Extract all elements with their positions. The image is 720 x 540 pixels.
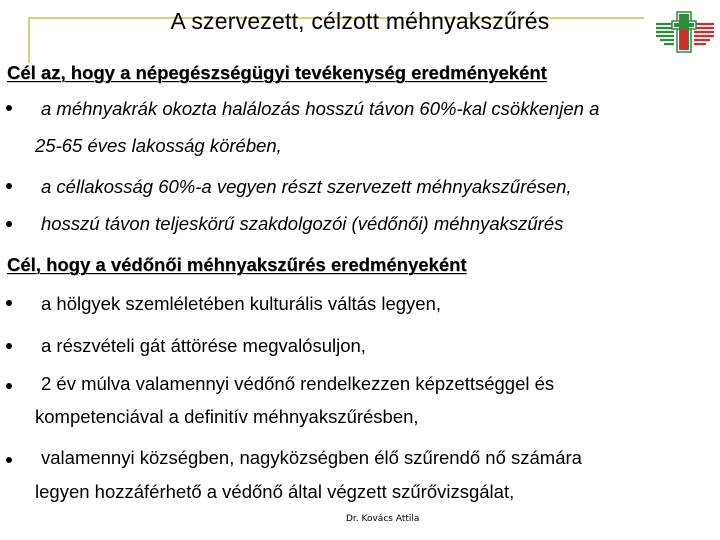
bullet-text: a hölgyek szemléletében kulturális váltás legyen, — [41, 293, 442, 314]
bullet-text: 2 év múlva valamennyi védőnő rendelkezzen képzettséggel és — [41, 373, 555, 394]
hungarian-cross-logo-icon — [652, 8, 716, 56]
section-1-heading: Cél az, hogy a népegészségügyi tevékenység eredményeként — [7, 62, 547, 83]
bullet-text: valamennyi községben, nagyközségben élő szűrendő nő számára — [41, 447, 582, 468]
bullet-dot — [6, 300, 12, 306]
bullet-dot — [6, 343, 12, 349]
bullet-dot — [6, 221, 12, 227]
bullet-dot — [6, 183, 12, 189]
bullet-text: hosszú távon teljeskörű szakdolgozói (védőnői) méhnyakszűrés — [41, 213, 564, 234]
bullet-dot — [6, 105, 12, 111]
bullet-text-continuation: kompetenciával a definitív méhnyakszűrésben, — [35, 406, 419, 427]
slide-title: A szervezett, célzott méhnyakszűrés — [170, 8, 550, 34]
bullet-dot — [6, 383, 12, 389]
section-2-heading: Cél, hogy a védőnői méhnyakszűrés eredményeként — [7, 254, 467, 275]
bullet-text: a részvételi gát áttörése megvalósuljon, — [41, 335, 366, 356]
bullet-text: a méhnyakrák okozta halálozás hosszú távon 60%-kal csökkenjen a — [41, 98, 600, 119]
bullet-text: a céllakosság 60%-a vegyen részt szervezett méhnyakszűrésen, — [41, 176, 572, 197]
footer-author: Dr. Kovács Attila — [346, 514, 420, 524]
bullet-text-continuation: 25-65 éves lakosság körében, — [35, 135, 282, 156]
bullet-text-continuation: legyen hozzáférhető a védőnő által végzett szűrővizsgálat, — [35, 481, 515, 502]
bullet-dot — [6, 457, 12, 463]
